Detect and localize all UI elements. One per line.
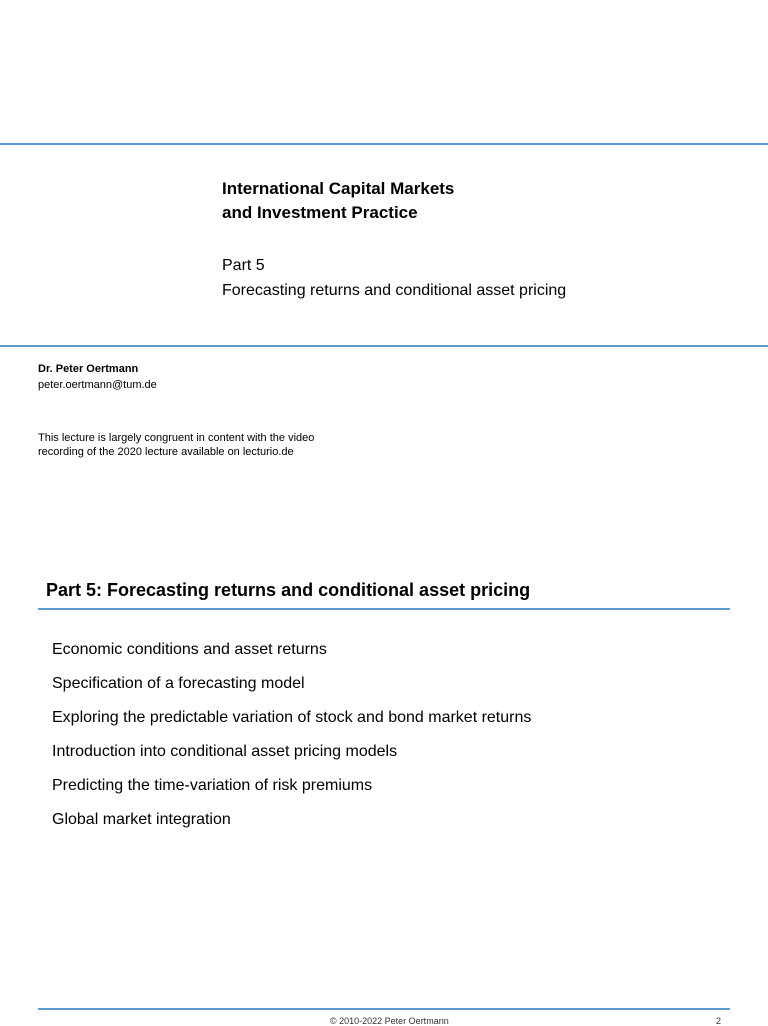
course-title-line-1: International Capital Markets xyxy=(222,179,455,198)
lecture-note-line-1: This lecture is largely congruent in content with the video xyxy=(38,432,315,444)
author-info xyxy=(38,361,157,394)
list-item: Exploring the predictable variation of stock and bond market returns xyxy=(52,709,532,726)
top-divider xyxy=(0,143,768,145)
middle-divider xyxy=(0,345,768,347)
author-name: Dr. Peter Oertmann xyxy=(38,363,139,375)
author-email: peter.oertmann@tum.de xyxy=(38,379,157,391)
topic-list xyxy=(52,633,531,837)
footer-copyright: © 2010-2022 Peter Oertmann xyxy=(330,1016,449,1026)
list-item: Economic conditions and asset returns xyxy=(52,641,327,658)
part-info xyxy=(222,253,566,303)
section-divider xyxy=(38,608,730,610)
course-title-line-2: and Investment Practice xyxy=(222,203,418,222)
course-title xyxy=(222,177,454,225)
lecture-note-line-2: recording of the 2020 lecture available on lecturio.de xyxy=(38,446,294,458)
footer-divider xyxy=(38,1008,730,1010)
list-item: Introduction into conditional asset pricing models xyxy=(52,743,398,760)
list-item: Global market integration xyxy=(52,811,231,828)
section-heading: Part 5: Forecasting returns and conditional asset pricing xyxy=(46,580,531,600)
part-subtitle: Forecasting returns and conditional asset pricing xyxy=(222,282,567,299)
list-item: Specification of a forecasting model xyxy=(52,675,305,692)
list-item: Predicting the time-variation of risk premiums xyxy=(52,777,373,794)
part-label: Part 5 xyxy=(222,257,265,274)
page-number: 2 xyxy=(716,1016,722,1026)
lecture-note xyxy=(38,431,368,459)
